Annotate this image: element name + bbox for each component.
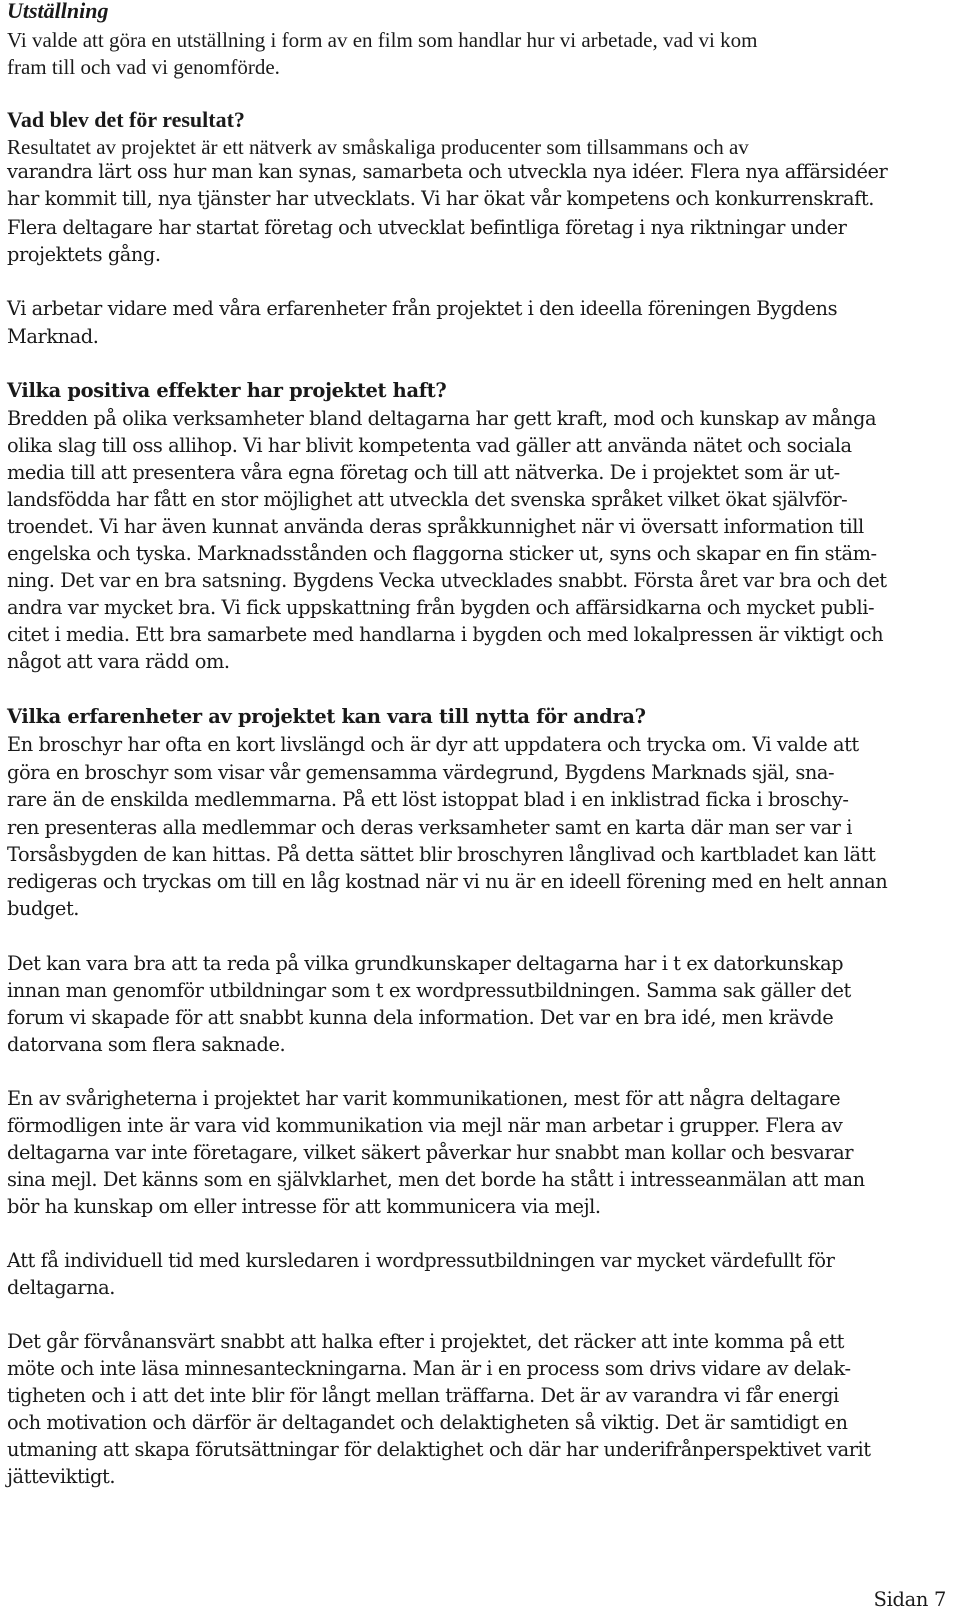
text-line: datorvana som flera saknade.: [7, 1033, 286, 1056]
text-line: Torsåsbygden de kan hittas. På detta sättet blir broschyren långlivad och kartbladet kan lätt: [7, 843, 876, 866]
text-line: sina mejl. Det känns som en självklarhet, men det borde ha stått i intresseanmälan att man: [7, 1168, 865, 1191]
text-line: har kommit till, nya tjänster har utvecklats. Vi har ökat vår kompetens och konkurrenskraft.: [7, 187, 874, 210]
text-line: förmodligen inte är vara vid kommunikation via mejl när man arbetar i grupper. Flera av: [7, 1114, 843, 1137]
text-line: Vi arbetar vidare med våra erfarenheter från projektet i den ideella föreningen Bygdens: [7, 297, 838, 320]
text-line: ren presenteras alla medlemmar och deras verksamheter samt en karta där man ser var i: [7, 816, 852, 839]
text-line: En broschyr har ofta en kort livslängd och är dyr att uppdatera och trycka om. Vi valde att: [7, 733, 859, 756]
section-heading-experiences: Vilka erfarenheter av projektet kan vara till nytta för andra?: [7, 705, 646, 728]
text-line: Det går förvånansvärt snabbt att halka efter i projektet, det räcker att inte komma på ett: [7, 1330, 845, 1353]
text-line: budget.: [7, 897, 80, 920]
text-line: deltagarna var inte företagare, vilket säkert påverkar hur snabbt man kollar och besvarar: [7, 1141, 854, 1164]
text-line: bör ha kunskap om eller intresse för att kommunicera via mejl.: [7, 1195, 601, 1218]
text-line: Flera deltagare har startat företag och utvecklat befintliga företag i nya riktningar under: [7, 216, 847, 239]
section-heading-effects: Vilka positiva effekter har projektet haft?: [7, 379, 447, 402]
text-line: troendet. Vi har även kunnat använda deras språkkunnighet när vi översatt information till: [7, 515, 864, 538]
text-line: forum vi skapade för att snabbt kunna dela information. Det var en bra idé, men krävde: [7, 1006, 834, 1029]
text-line: Marknad.: [7, 325, 99, 348]
text-line: och motivation och därför är deltagandet och delaktigheten så viktig. Det är samtidigt en: [7, 1411, 848, 1434]
text-line: Vi valde att göra en utställning i form av en film som handlar hur vi arbetade, vad vi kom: [7, 28, 758, 52]
text-line: rare än de enskilda medlemmarna. På ett löst istoppat blad i en inklistrad ficka i broschy-: [7, 788, 849, 811]
text-line: olika slag till oss allihop. Vi har blivit kompetenta vad gäller att använda nätet och sociala: [7, 434, 852, 457]
text-line: En av svårigheterna i projektet har varit kommunikationen, mest för att några deltagare: [7, 1087, 841, 1110]
text-line: Det kan vara bra att ta reda på vilka grundkunskaper deltagarna har i t ex datorkunskap: [7, 952, 844, 975]
text-line: utmaning att skapa förutsättningar för delaktighet och där har underifrånperspektivet varit: [7, 1438, 871, 1461]
text-line: media till att presentera våra egna företag och till att nätverka. De i projektet som är ut-: [7, 461, 840, 484]
text-line: något att vara rädd om.: [7, 650, 230, 673]
text-line: citet i media. Ett bra samarbete med handlarna i bygden och med lokalpressen är viktigt och: [7, 623, 884, 646]
text-line: möte och inte läsa minnesanteckningarna. Man är i en process som drivs vidare av delak-: [7, 1357, 851, 1380]
text-line: Bredden på olika verksamheter bland deltagarna har gett kraft, mod och kunskap av många: [7, 407, 877, 430]
text-line: redigeras och tryckas om till en låg kostnad när vi nu är en ideell förening med en helt annan: [7, 870, 888, 893]
text-line: ning. Det var en bra satsning. Bygdens Vecka utvecklades snabbt. Första året var bra och det: [7, 569, 887, 592]
text-line: Att få individuell tid med kursledaren i wordpressutbildningen var mycket värdefullt för: [7, 1249, 835, 1272]
text-line: fram till och vad vi genomförde.: [7, 55, 280, 79]
text-line: andra var mycket bra. Vi fick uppskattning från bygden och affärsidkarna och mycket publi-: [7, 596, 875, 619]
text-line: göra en broschyr som visar vår gemensamma värdegrund, Bygdens Marknads själ, sna-: [7, 761, 835, 784]
page-number: Sidan 7: [873, 1588, 946, 1611]
text-line: projektets gång.: [7, 243, 161, 266]
section-heading-results: Vad blev det för resultat?: [7, 107, 245, 132]
text-line: jätteviktigt.: [7, 1465, 116, 1488]
text-line: Resultatet av projektet är ett nätverk av småskaliga producenter som tillsammans och av: [7, 135, 749, 159]
text-line: tigheten och i att det inte blir för långt mellan träffarna. Det är av varandra vi får energi: [7, 1384, 839, 1407]
text-line: engelska och tyska. Marknadsstånden och flaggorna sticker ut, syns och skapar en fin stäm-: [7, 542, 877, 565]
text-line: landsfödda har fått en stor möjlighet att utveckla det svenska språket vilket ökat självför-: [7, 488, 848, 511]
section-heading-exhibition: Utställning: [7, 0, 109, 23]
text-line: varandra lärt oss hur man kan synas, samarbeta och utveckla nya idéer. Flera nya affärsidéer: [7, 160, 888, 183]
text-line: innan man genomför utbildningar som t ex wordpressutbildningen. Samma sak gäller det: [7, 979, 851, 1002]
text-line: deltagarna.: [7, 1276, 115, 1299]
